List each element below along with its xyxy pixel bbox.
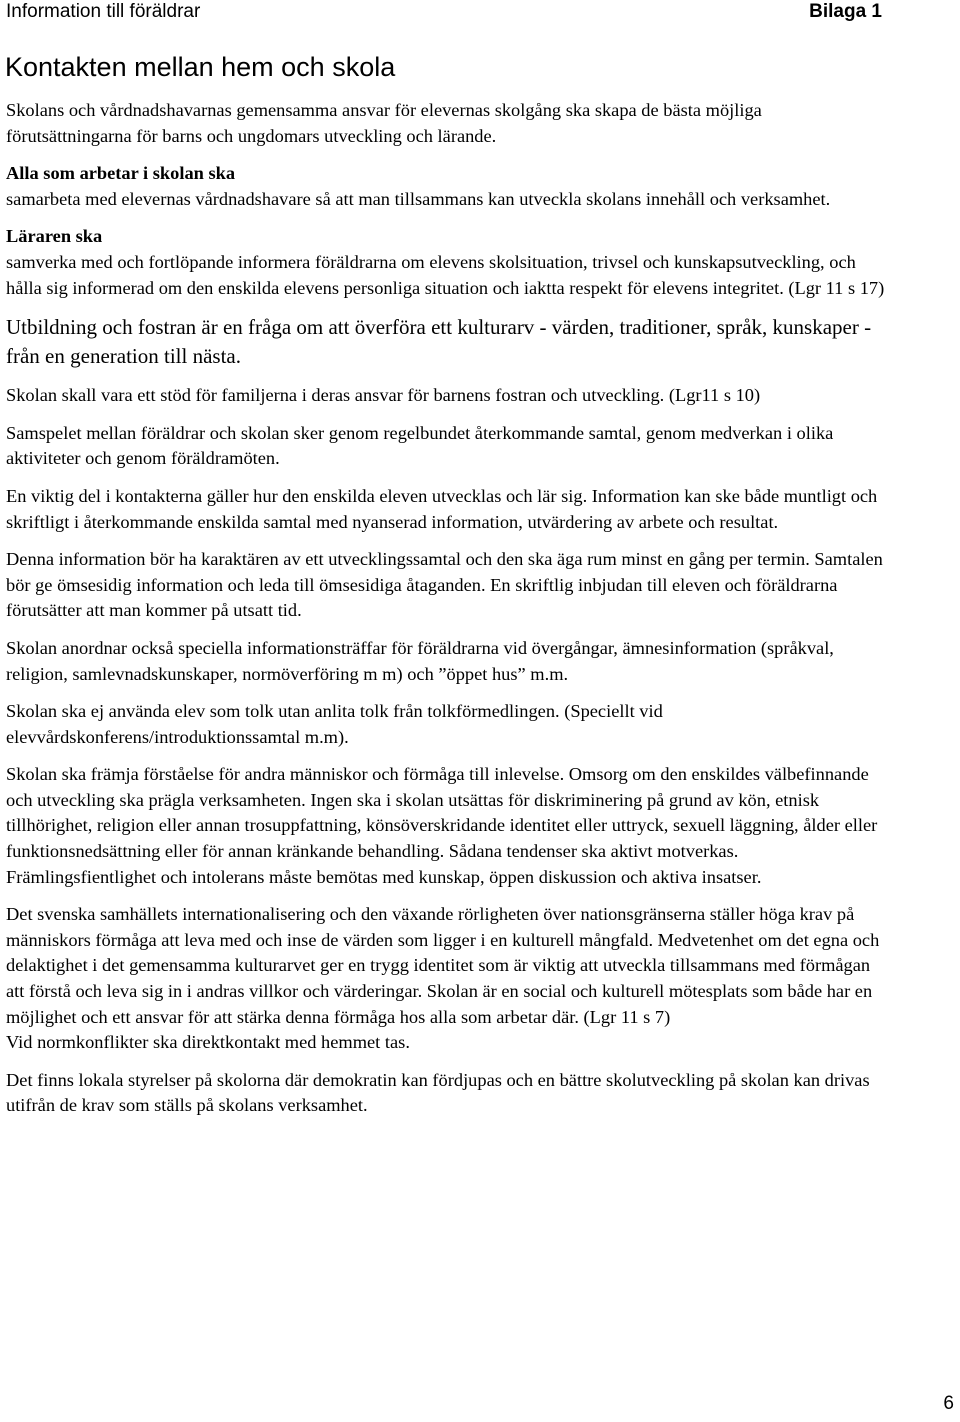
paragraph-contacts xyxy=(6,484,886,535)
document-body xyxy=(6,98,886,1131)
paragraph-text: Skolan ska främja förståelse för andra människor och förmåga till inlevelse. Omsorg om den enskildes välbefinnande och utveckling ska prägla verksamheten. Ingen ska i skolan utsättas för diskriminering på grund av kön, etnisk tillhörighet, religion eller annan trosuppfattning, könsöverskridande identitet eller uttryck, sexuell läggning, ålder eller funktionsnedsättning eller för annan kränkande behandling. Sådana tendenser ska aktivt motverkas. Främlingsfientlighet och intolerans måste bemötas med kunskap, öppen diskussion och aktiva insatser. xyxy=(6,764,878,887)
paragraph-text: samarbeta med elevernas vårdnadshavare så att man tillsammans kan utveckla skolans innehåll och verksamhet. xyxy=(6,188,831,209)
paragraph-staff xyxy=(6,161,886,212)
paragraph-text: samverka med och fortlöpande informera föräldrarna om elevens skolsituation, trivsel och kunskapsutveckling, och hålla sig informerad om den enskilda elevens personliga situation och iaktta respekt för elevens integritet. (Lgr 11 s 17) xyxy=(6,251,885,298)
page-header xyxy=(0,0,960,26)
paragraph-interaction xyxy=(6,421,886,472)
paragraph-information-meetings xyxy=(6,636,886,687)
paragraph-text: Utbildning och fostran är en fråga om att överföra ett kulturarv - värden, traditioner, språk, kunskaper - från en generation till nästa. xyxy=(6,315,872,369)
paragraph-text: Skolan skall vara ett stöd för familjerna i deras ansvar för barnens fostran och utveckling. (Lgr11 s 10) xyxy=(6,385,761,406)
page-number: 6 xyxy=(943,1393,954,1414)
paragraph-extra-line: Vid normkonflikter ska direktkontakt med hemmet tas. xyxy=(6,1032,410,1053)
paragraph-heading: Läraren ska xyxy=(6,226,103,247)
document-title: Kontakten mellan hem och skola xyxy=(5,52,396,82)
paragraph-text: Skolan anordnar också speciella informationsträffar för föräldrarna vid övergångar, ämnesinformation (språkval, religion, samlevnadskunskaper, normöverföring m m) och ”öppet hus” m.m. xyxy=(6,637,834,684)
paragraph-text: Det svenska samhällets internationalisering och den växande rörligheten över nationsgränserna ställer höga krav på människors förmåga att leva med och inse de värden som ligger i en kulturell mångfald. Medvetenhet om det egna och delaktighet i det gemensamma kulturarvet ger en trygg identitet som är viktig att utveckla tillsammans med förmågan att förstå och leva sig in i andras villkor och värderingar. Skolan är en social och kulturell mötesplats som både har en möjlighet och ett ansvar för att stärka denna förmåga hos alla som arbetar där. (Lgr 11 s 7) xyxy=(6,904,880,1027)
paragraph-development-talk xyxy=(6,547,886,624)
header-appendix-label: Bilaga 1 xyxy=(809,1,882,22)
paragraph-text: Samspelet mellan föräldrar och skolan sker genom regelbundet återkommande samtal, genom medverkan i olika aktiviteter och genom föräldramöten. xyxy=(6,422,834,469)
paragraph-internationalisation xyxy=(6,902,886,1056)
paragraph-understanding xyxy=(6,762,886,890)
header-title: Information till föräldrar xyxy=(6,1,201,22)
paragraph-interpreter xyxy=(6,699,886,750)
paragraph-teacher xyxy=(6,224,886,301)
paragraph-text: Det finns lokala styrelser på skolorna där demokratin kan fördjupas och en bättre skolutveckling på skolan kan drivas utifrån de krav som ställs på skolans verksamhet. xyxy=(6,1069,870,1116)
paragraph-support xyxy=(6,383,886,409)
paragraph-intro xyxy=(6,98,886,149)
paragraph-education xyxy=(6,313,886,371)
paragraph-local-boards xyxy=(6,1068,886,1119)
paragraph-text: Denna information bör ha karaktären av ett utvecklingssamtal och den ska äga rum minst en gång per termin. Samtalen bör ge ömsesidig information och leda till ömsesidiga åtaganden. En skriftlig inbjudan till eleven och föräldrarna förutsätter att man kommer på utsatt tid. xyxy=(6,549,883,621)
paragraph-text: Skolan ska ej använda elev som tolk utan anlita tolk från tolkförmedlingen. (Speciellt vid elevvårdskonferens/introduktionssamtal m.m). xyxy=(6,701,663,747)
paragraph-text: Skolans och vårdnadshavarnas gemensamma ansvar för elevernas skolgång ska skapa de bästa möjliga förutsättningarna för barns och ungdomars utveckling och lärande. xyxy=(6,100,762,146)
paragraph-heading: Alla som arbetar i skolan ska xyxy=(6,163,236,184)
paragraph-text: En viktig del i kontakterna gäller hur den enskilda eleven utvecklas och lär sig. Information kan ske både muntligt och skriftligt i återkommande enskilda samtal med nyanserad information, utvärdering av arbete och resultat. xyxy=(6,485,878,532)
